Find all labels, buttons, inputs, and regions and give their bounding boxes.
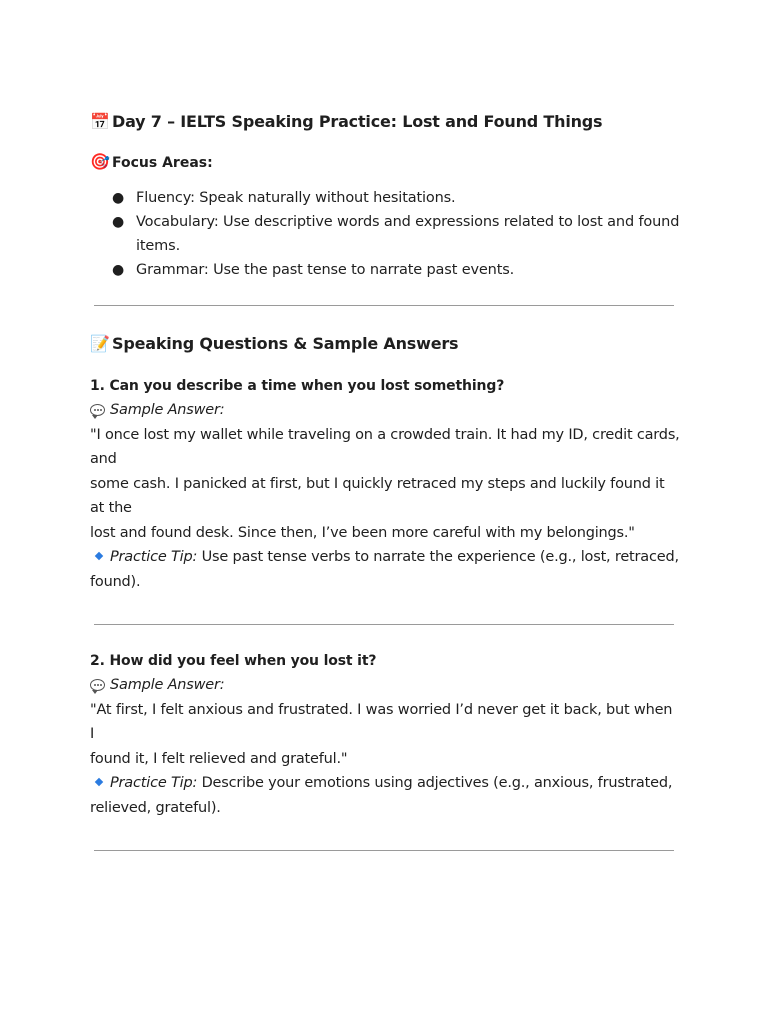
practice-tip-label: Practice Tip: xyxy=(110,775,198,791)
practice-tip-label: Practice Tip: xyxy=(110,549,198,565)
list-item-text-continued: items. xyxy=(136,238,181,254)
focus-areas-heading xyxy=(90,150,680,174)
document-page xyxy=(90,108,680,851)
section-divider xyxy=(94,850,674,851)
list-item xyxy=(112,186,680,210)
list-item-text: Fluency: Speak naturally without hesitations. xyxy=(136,190,456,206)
list-item xyxy=(112,258,680,282)
speech-bubble-icon xyxy=(90,404,105,416)
list-item-text: Vocabulary: Use descriptive words and expressions related to lost and found xyxy=(136,214,680,230)
question-text: 1. Can you describe a time when you lost something? xyxy=(90,378,505,394)
sample-answer-line: found it, I felt relieved and grateful." xyxy=(90,750,348,767)
sample-answer-label-text: Sample Answer: xyxy=(110,402,225,418)
question-text: 2. How did you feel when you lost it? xyxy=(90,653,377,669)
memo-icon: 📝 xyxy=(90,334,110,353)
list-item-text: Grammar: Use the past tense to narrate past events. xyxy=(136,262,515,278)
diamond-icon xyxy=(95,552,103,560)
practice-tip-text: Use past tense verbs to narrate the experience (e.g., lost, retraced, xyxy=(197,549,679,565)
practice-tip-continued: found). xyxy=(90,573,141,590)
bullet-icon: ● xyxy=(112,214,125,230)
page-title-text: Day 7 – IELTS Speaking Practice: Lost and Found Things xyxy=(112,112,603,131)
bullet-icon: ● xyxy=(112,262,125,278)
list-item xyxy=(112,210,680,258)
bullet-icon: ● xyxy=(112,190,125,206)
practice-tip-text: Describe your emotions using adjectives (e.g., anxious, frustrated, xyxy=(197,775,673,791)
section-divider xyxy=(94,305,674,306)
speech-bubble-icon xyxy=(90,679,105,691)
sample-answer-label xyxy=(90,398,680,423)
sample-answer-line: "I once lost my wallet while traveling on a crowded train. It had my ID, credit cards, and xyxy=(90,426,680,467)
sample-answer-line: some cash. I panicked at first, but I quickly retraced my steps and luckily found it at the xyxy=(90,475,665,516)
sample-answer-line: lost and found desk. Since then, I’ve been more careful with my belongings." xyxy=(90,524,635,541)
question-block-1 xyxy=(90,374,680,594)
sample-answer-line: "At first, I felt anxious and frustrated. I was worried I’d never get it back, but when I xyxy=(90,701,673,742)
practice-tip xyxy=(90,545,680,570)
focus-areas-heading-text: Focus Areas: xyxy=(112,155,213,171)
focus-areas-list xyxy=(90,186,680,282)
practice-tip-continued: relieved, grateful). xyxy=(90,799,221,816)
section-heading xyxy=(90,332,680,356)
target-icon: 🎯 xyxy=(90,152,110,171)
section-heading-text: Speaking Questions & Sample Answers xyxy=(112,334,459,353)
diamond-icon xyxy=(95,778,103,786)
sample-answer-label xyxy=(90,673,680,698)
section-divider xyxy=(94,624,674,625)
sample-answer-label-text: Sample Answer: xyxy=(110,677,225,693)
question-block-2 xyxy=(90,649,680,820)
calendar-icon: 📅 xyxy=(90,112,110,131)
page-title xyxy=(90,108,680,136)
practice-tip xyxy=(90,771,680,796)
